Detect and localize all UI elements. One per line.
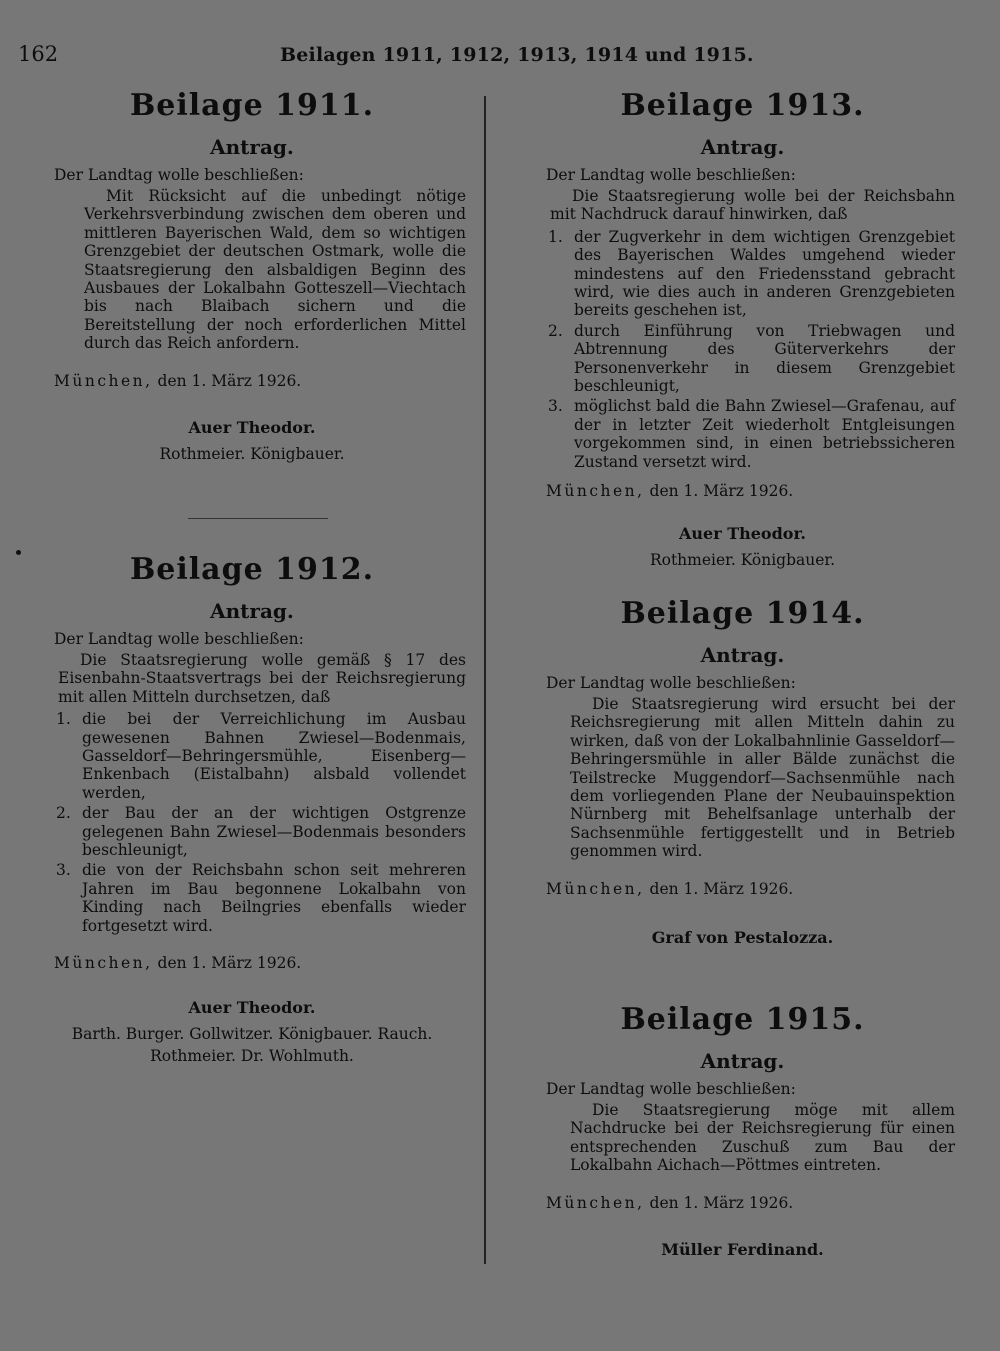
list-item: [530, 397, 955, 471]
beilage-title: Beilage 1914.: [620, 596, 865, 631]
signatory-name: Auer Theodor.: [188, 417, 316, 437]
item-text: durch Einführung von Triebwagen und Abtrennung des Güterverkehrs der Personenverkehr in diesem Grenzgebiet beschleunigt,: [574, 321, 955, 396]
date-city: München,: [54, 954, 153, 973]
date-text: den 1. März 1926.: [152, 954, 302, 973]
signatory: [38, 997, 466, 1019]
date-city: München,: [54, 371, 153, 390]
list-item: [38, 861, 466, 935]
page-header: [0, 42, 1000, 76]
resolution-body: Die Staatsregierung wird ersucht bei der Reichsregierung mit allen Mitteln dahin zu wirken, daß von der Lokalbahnlinie Gasseldorf—Behringersmühle in aller Bälde zunächst die Teilstrecke Muggendorf—Sachsenmühle nach dem vorliegenden Plane der Neubauinspektion Nürnberg mit Behelfsanlage unterhalb der Sachsenmühle fertiggestellt und in Betrieb genommen wird.: [570, 695, 955, 861]
page-number: 162: [18, 42, 59, 66]
date-line: [54, 953, 466, 973]
resolution-body: Die Staatsregierung wolle gemäß § 17 des Eisenbahn-Staatsvertrags bei der Reichsregierung mit allen Mitteln durchsetzen, daß: [58, 651, 466, 706]
signatory-name: Müller Ferdinand.: [661, 1239, 824, 1259]
item-number: 2.: [548, 321, 563, 340]
beilage-title: Beilage 1913.: [620, 88, 865, 123]
signatory: [530, 927, 955, 949]
resolution-body: Die Staatsregierung möge mit allem Nachdrucke bei der Reichsregierung für einen entsprechenden Zuschuß zum Bau der Lokalbahn Aichach—Pöttmes eintreten.: [570, 1101, 955, 1175]
date-text: den 1. März 1926.: [644, 1193, 794, 1212]
item-text: der Bau der an der wichtigen Ostgrenze gelegenen Bahn Zwiesel—Bodenmais besonders beschleunigt,: [82, 804, 466, 860]
resolution-items: [38, 710, 466, 935]
date-text: den 1. März 1926.: [644, 879, 794, 898]
date-text: den 1. März 1926.: [644, 482, 794, 501]
antrag-heading: Antrag.: [700, 135, 785, 159]
date-city: München,: [546, 1193, 645, 1212]
cosigner-line: Rothmeier. Dr. Wohlmuth.: [150, 1047, 354, 1066]
beilage-1913: [530, 86, 955, 571]
item-text: möglichst bald die Bahn Zwiesel—Grafenau, auf der in letzter Zeit wiederholt Entgleisungen vorgekommen sind, in einen betriebssicheren Zustand versetzt wird.: [574, 397, 955, 471]
item-number: 2.: [56, 804, 71, 823]
antrag-heading: Antrag.: [210, 599, 294, 623]
date-line: [546, 1193, 955, 1213]
signatory-name: Auer Theodor.: [678, 524, 806, 544]
beilage-1914: [530, 594, 955, 949]
signatory: [38, 417, 466, 439]
beilage-title: Beilage 1911.: [129, 88, 375, 123]
beilage-1911: [38, 86, 466, 465]
list-item: [38, 804, 466, 859]
signatory-name: Auer Theodor.: [188, 998, 316, 1018]
list-item: [38, 710, 466, 802]
resolution-items: [530, 228, 955, 471]
item-number: 3.: [56, 861, 71, 880]
antrag-heading: Antrag.: [700, 1049, 785, 1073]
resolution-intro: Der Landtag wolle beschließen:: [54, 630, 304, 648]
date-line: [546, 481, 955, 501]
resolution-intro: Der Landtag wolle beschließen:: [546, 674, 796, 692]
antrag-heading: Antrag.: [700, 643, 785, 667]
resolution-body: Mit Rücksicht auf die unbedingt nötige Verkehrsverbindung zwischen dem oberen und mittleren Bayerischen Wald, dem so wichtigen Grenzgebiet der deutschen Ostmark, wolle die Staatsregierung den alsbaldigen Beginn des Ausbaues der Lokalbahn Gotteszell—Viechtach bis nach Blaibach sichern und die Bereitstellung der noch erforderlichen Mittel durch das Reich anfordern.: [84, 187, 466, 353]
resolution-body: Die Staatsregierung wolle bei der Reichsbahn mit Nachdruck darauf hinwirken, daß: [550, 187, 955, 224]
date-line: [546, 879, 955, 899]
date-text: den 1. März 1926.: [152, 371, 302, 390]
resolution-intro: Der Landtag wolle beschließen:: [546, 1080, 796, 1098]
running-title: Beilagen 1911, 1912, 1913, 1914 und 1915.: [280, 44, 754, 66]
beilage-title: Beilage 1915.: [620, 1002, 865, 1037]
print-speck: [16, 550, 21, 555]
beilage-title: Beilage 1912.: [129, 552, 375, 587]
signatory-name: Graf von Pestalozza.: [651, 927, 834, 947]
antrag-heading: Antrag.: [210, 135, 294, 159]
column-divider: [484, 96, 486, 1264]
section-separator: [188, 518, 328, 519]
beilage-1915: [530, 1000, 955, 1261]
list-item: [530, 322, 955, 396]
cosigner-line: Rothmeier. Königbauer.: [649, 551, 836, 570]
item-text: der Zugverkehr in dem wichtigen Grenzgebiet des Bayerischen Waldes umgehend wieder mindestens auf den Friedensstand gebracht wird, wie dies auch in anderen Grenzgebieten bereits geschehen ist,: [574, 227, 955, 320]
item-number: 1.: [56, 710, 71, 729]
date-line: [54, 371, 466, 391]
cosigner-line: Barth. Burger. Gollwitzer. Königbauer. Rauch.: [71, 1025, 433, 1044]
signatory: [530, 1239, 955, 1261]
list-item: [530, 228, 955, 320]
item-number: 1.: [548, 227, 563, 246]
item-text: die bei der Verreichlichung im Ausbau gewesenen Bahnen Zwiesel—Bodenmais, Gasseldorf—Behringersmühle, Eisenberg—Enkenbach (Eistalbahn) alsbald vollendet werden,: [82, 710, 466, 802]
item-number: 3.: [548, 397, 563, 416]
signatory: [530, 523, 955, 545]
cosigner-line: Rothmeier. Königbauer.: [159, 444, 345, 463]
date-city: München,: [546, 879, 645, 898]
beilage-1912: [38, 550, 466, 1067]
resolution-intro: Der Landtag wolle beschließen:: [54, 166, 304, 184]
item-text: die von der Reichsbahn schon seit mehreren Jahren im Bau begonnene Lokalbahn von Kinding nach Beilngries ebenfalls wieder fortgesetzt wird.: [82, 861, 466, 935]
resolution-intro: Der Landtag wolle beschließen:: [546, 166, 796, 184]
date-city: München,: [546, 482, 645, 501]
